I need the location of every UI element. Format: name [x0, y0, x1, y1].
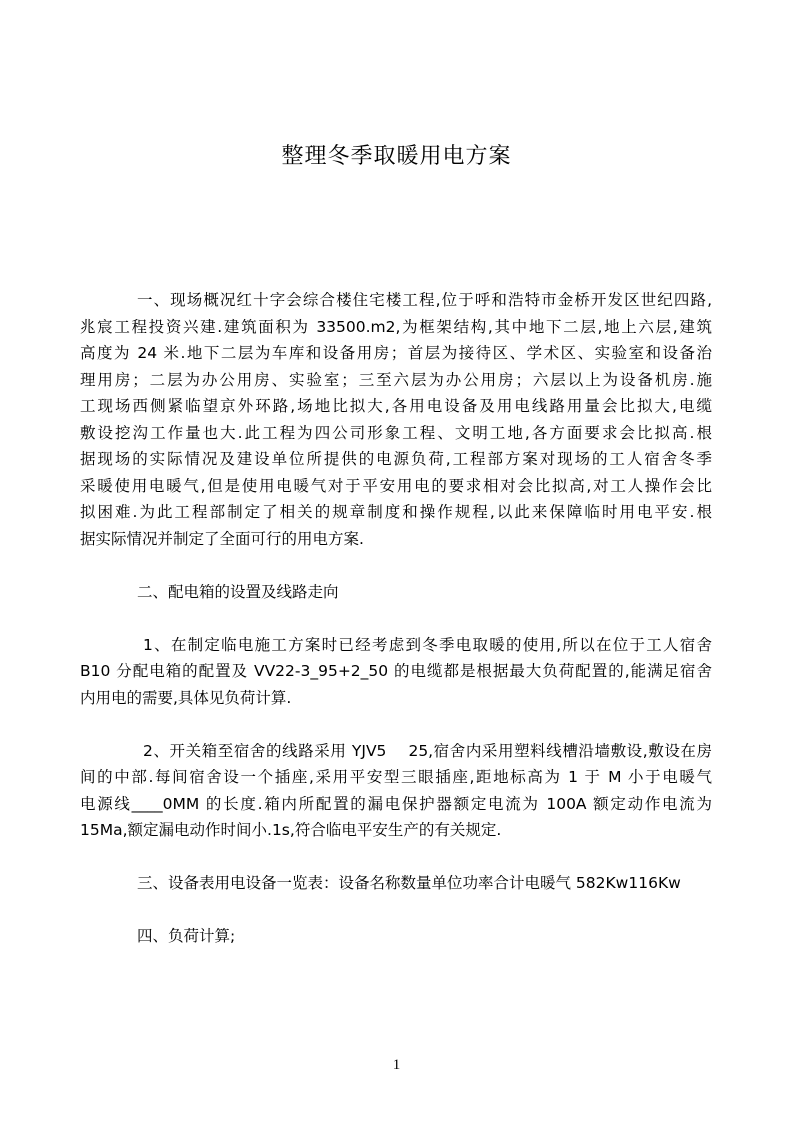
section-heading: 二、配电箱的设置及线路走向: [137, 582, 339, 601]
text-line: 一、现场概况红十字会综合楼住宅楼工程,位于呼和浩特市金桥开发区世纪四路,: [137, 291, 712, 309]
document-body: [80, 287, 712, 976]
text-line: 1、在制定临电施工方案时已经考虑到冬季电取暖的使用,所以在位于工人宿舍: [143, 635, 712, 654]
text-line: 采暖使用电暖气,但是使用电暖气对于平安用电的要求相对会比拟高,对工人操作会比: [80, 476, 712, 495]
text-line: 兆宸工程投资兴建.建筑面积为 33500.m2,为框架结构,其中地下二层,地上六层,建筑: [80, 317, 712, 336]
section-equipment-list: [80, 870, 712, 897]
text-line: 据现场的实际情况及建设单位所提供的电源负荷,工程部方案对现场的工人宿舍冬季: [80, 450, 712, 468]
paragraph-item-2: [80, 738, 712, 844]
text-line: 间的中部.每间宿舍设一个插座,采用平安型三眼插座,距地标高为 1 于 M 小于电暖气: [80, 768, 712, 786]
text-line: 敷设挖沟工作量也大.此工程为四公司形象工程、文明工地,各方面要求会比拟高.根: [80, 423, 712, 442]
text-line: B10 分配电箱的配置及 VV22-3_95+2_50 的电缆都是根据最大负荷配置的,能满足宿舍: [80, 662, 712, 680]
section-load-calculation: [80, 923, 712, 950]
text-line: 高度为 24 米.地下二层为车库和设备用房；首层为接待区、学术区、实验室和设备治: [80, 344, 712, 362]
text-line: 理用房；二层为办公用房、实验室；三至六层为办公用房；六层以上为设备机房.施: [80, 370, 712, 389]
page-number: 1: [392, 1057, 401, 1073]
document-title: 整理冬季取暖用电方案: [281, 144, 512, 169]
text-line: 内用电的需要,具体见负荷计算.: [80, 688, 292, 707]
paragraph-item-1: [80, 632, 712, 712]
text-line: 工现场西侧紧临望京外环路,场地比拟大,各用电设备及用电线路用量会比拟大,电缆: [80, 397, 712, 415]
section-heading: 四、负荷计算;: [137, 927, 236, 945]
text-line: 2、开关箱至宿舍的线路采用 YJV5 25,宿舍内采用塑料线槽沿墙敷设,敷设在房: [143, 741, 712, 760]
text-line: 电源线____0MM 的长度.箱内所配置的漏电保护器额定电流为 100A 额定动作电流为: [80, 794, 712, 813]
section-heading: 三、设备表用电设备一览表：设备名称数量单位功率合计电暖气 582Kw116Kw: [137, 874, 681, 892]
paragraph-site-overview: [80, 287, 712, 552]
text-line: 据实际情况并制定了全面可行的用电方案.: [80, 529, 364, 548]
text-line: 拟困难.为此工程部制定了相关的规章制度和操作规程,以此来保障临时用电平安.根: [80, 503, 712, 521]
text-line: 15Ma,额定漏电动作时间小.1s,符合临电平安生产的有关规定.: [80, 821, 502, 839]
section-heading-distribution-box: [80, 579, 712, 606]
